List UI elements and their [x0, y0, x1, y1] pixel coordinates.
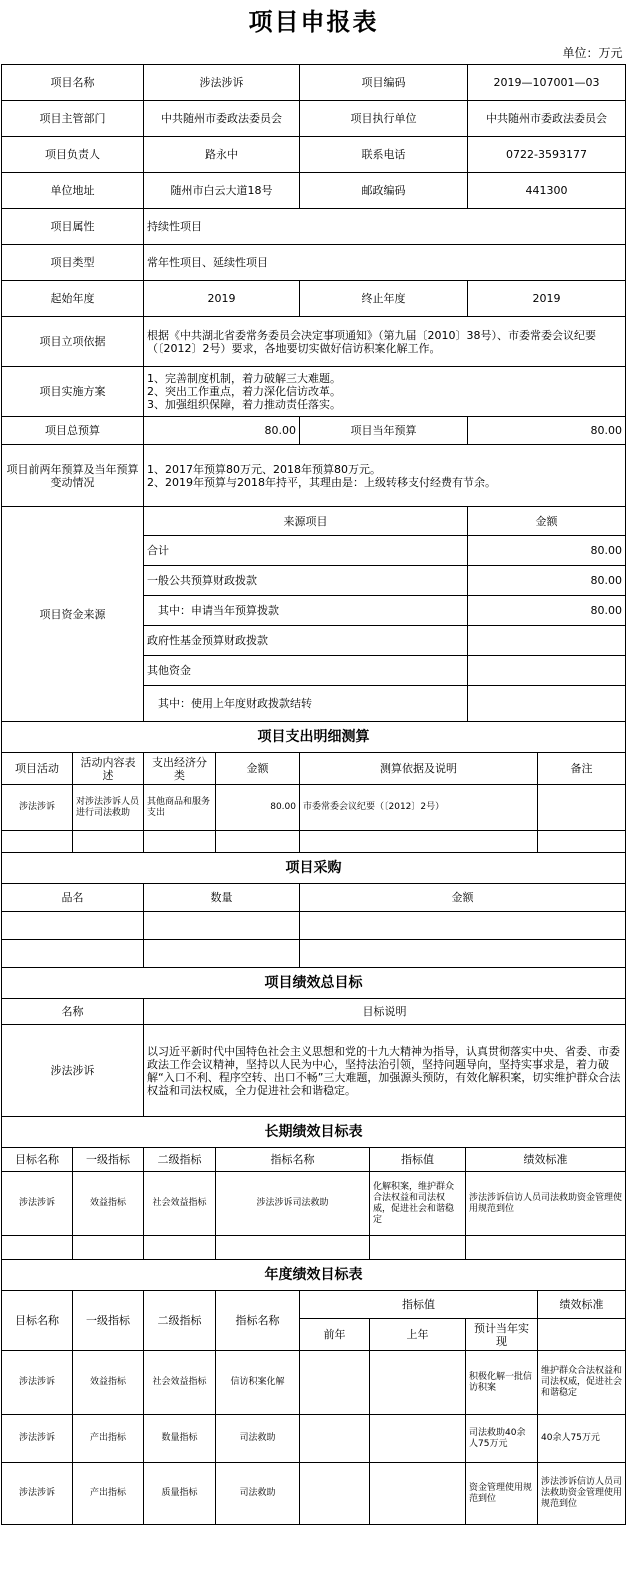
funding-row-name: 合计 [144, 536, 468, 566]
expense-title: 项目支出明细测算 [2, 722, 626, 753]
annual-indicator: 司法救助 [216, 1415, 300, 1463]
annual-h-standard: 绩效标准 [538, 1291, 626, 1319]
annual-standard: 涉法涉诉信访人员司法救助资金管理使用规范到位 [538, 1463, 626, 1525]
expense-amount: 80.00 [216, 785, 300, 831]
expense-basis: 市委常委会议纪要（〔2012〕2号） [300, 785, 538, 831]
expense-h-activity: 项目活动 [2, 753, 73, 785]
label-dept: 项目主管部门 [2, 101, 144, 137]
funding-row-name: 其中：申请当年预算拨款 [144, 596, 468, 626]
annual-indicator: 司法救助 [216, 1463, 300, 1525]
unit-label: 单位：万元 [562, 45, 623, 60]
label-leader: 项目负责人 [2, 137, 144, 173]
expense-h-amount: 金额 [216, 753, 300, 785]
label-funding: 项目资金来源 [2, 507, 144, 722]
page-title: 项目申报表 [248, 6, 379, 36]
annual-target: 涉法涉诉 [2, 1415, 73, 1463]
longterm-h-level1: 一级指标 [73, 1148, 144, 1172]
perf-table [1, 968, 626, 1117]
annual-level2: 社会效益指标 [144, 1351, 216, 1415]
longterm-value: 化解积案，维护群众合法权益和司法权威，促进社会和谐稳定 [370, 1172, 466, 1236]
addr: 随州市白云大道18号 [144, 173, 300, 209]
label-addr: 单位地址 [2, 173, 144, 209]
empty-cell [144, 1236, 216, 1260]
longterm-title: 长期绩效目标表 [2, 1117, 626, 1148]
year-budget: 80.00 [468, 417, 626, 445]
empty-cell [73, 1236, 144, 1260]
annual-prev2 [300, 1351, 370, 1415]
label-phone: 联系电话 [300, 137, 468, 173]
expense-h-note: 备注 [538, 753, 626, 785]
annual-h-level2: 二级指标 [144, 1291, 216, 1351]
empty-cell [466, 1236, 626, 1260]
longterm-level1: 效益指标 [73, 1172, 144, 1236]
annual-level1: 产出指标 [73, 1463, 144, 1525]
expense-note [538, 785, 626, 831]
funding-col-amount: 金额 [468, 507, 626, 536]
annual-level1: 产出指标 [73, 1415, 144, 1463]
purchase-table [1, 853, 626, 968]
perf-desc: 以习近平新时代中国特色社会主义思想和党的十九大精神为指导，认真贯彻落实中央、省委、市委政法工作会议精神，坚持以人民为中心，坚持法治引领，坚持问题导向，坚持实事求是，着力破解“入口不利、程序空转、出口不畅”三大难题，加强源头预防，有效化解积案，切实维护群众合法权益和司法权威，全力促进社会和谐稳定。 [144, 1025, 626, 1117]
annual-current: 司法救助40余人75万元 [466, 1415, 538, 1463]
annual-standard: 40余人75万元 [538, 1415, 626, 1463]
annual-h-indicator: 指标名称 [216, 1291, 300, 1351]
longterm-h-indicator: 指标名称 [216, 1148, 370, 1172]
funding-row-amount: 80.00 [468, 596, 626, 626]
label-total: 项目总预算 [2, 417, 144, 445]
annual-title: 年度绩效目标表 [2, 1260, 626, 1291]
annual-prev2 [300, 1415, 370, 1463]
annual-current: 资金管理使用规范到位 [466, 1463, 538, 1525]
leader: 路永中 [144, 137, 300, 173]
plan-item-1: 1、完善制度机制，着力破解三大难题。 [147, 372, 341, 385]
annual-prev1 [370, 1463, 466, 1525]
longterm-standard: 涉法涉诉信访人员司法救助资金管理使用规范到位 [466, 1172, 626, 1236]
expense-activity: 涉法涉诉 [2, 785, 73, 831]
end-year: 2019 [468, 281, 626, 317]
project-code: 2019—107001—03 [468, 65, 626, 101]
expense-class: 其他商品和服务支出 [144, 785, 216, 831]
project-name: 涉法涉诉 [144, 65, 300, 101]
annual-level1: 效益指标 [73, 1351, 144, 1415]
empty-cell [216, 831, 300, 853]
annual-h-target: 目标名称 [2, 1291, 73, 1351]
dept: 中共随州市委政法委员会 [144, 101, 300, 137]
annual-current: 积极化解一批信访积案 [466, 1351, 538, 1415]
annual-h-level1: 一级指标 [73, 1291, 144, 1351]
perf-title: 项目绩效总目标 [2, 968, 626, 999]
annual-level2: 数量指标 [144, 1415, 216, 1463]
expense-h-basis: 测算依据及说明 [300, 753, 538, 785]
plan-item-3: 3、加强组织保障，着力推动责任落实。 [147, 398, 341, 411]
annual-target: 涉法涉诉 [2, 1351, 73, 1415]
label-type: 项目类型 [2, 245, 144, 281]
longterm-h-value: 指标值 [370, 1148, 466, 1172]
expense-h-class: 支出经济分类 [144, 753, 216, 785]
expense-h-content: 活动内容表述 [73, 753, 144, 785]
start-year: 2019 [144, 281, 300, 317]
label-basis: 项目立项依据 [2, 317, 144, 367]
longterm-indicator: 涉法涉诉司法救助 [216, 1172, 370, 1236]
empty-cell [144, 912, 300, 940]
purchase-title: 项目采购 [2, 853, 626, 884]
annual-indicator: 信访积案化解 [216, 1351, 300, 1415]
change-item-1: 1、2017年预算80万元、2018年预算80万元。 [147, 462, 381, 476]
phone: 0722-3593177 [468, 137, 626, 173]
label-change: 项目前两年预算及当年预算变动情况 [2, 445, 144, 507]
change [144, 445, 626, 507]
label-project-code: 项目编码 [300, 65, 468, 101]
empty-cell [538, 1319, 626, 1351]
annual-standard: 维护群众合法权益和司法权威，促进社会和谐稳定 [538, 1351, 626, 1415]
purchase-h-name: 品名 [2, 884, 144, 912]
label-attr: 项目属性 [2, 209, 144, 245]
funding-row-name: 政府性基金预算财政拨款 [144, 626, 468, 656]
empty-cell [216, 1236, 370, 1260]
empty-cell [370, 1236, 466, 1260]
annual-target: 涉法涉诉 [2, 1463, 73, 1525]
exec: 中共随州市委政法委员会 [468, 101, 626, 137]
longterm-h-level2: 二级指标 [144, 1148, 216, 1172]
perf-name: 涉法涉诉 [2, 1025, 144, 1117]
longterm-target: 涉法涉诉 [2, 1172, 73, 1236]
attr: 持续性项目 [144, 209, 626, 245]
annual-h-prev1: 上年 [370, 1319, 466, 1351]
empty-cell [73, 831, 144, 853]
empty-cell [144, 831, 216, 853]
zip: 441300 [468, 173, 626, 209]
longterm-level2: 社会效益指标 [144, 1172, 216, 1236]
empty-cell [144, 940, 300, 968]
empty-cell [538, 831, 626, 853]
annual-level2: 质量指标 [144, 1463, 216, 1525]
label-start: 起始年度 [2, 281, 144, 317]
expense-content: 对涉法涉诉人员进行司法救助 [73, 785, 144, 831]
annual-prev2 [300, 1463, 370, 1525]
empty-cell [2, 940, 144, 968]
annual-prev1 [370, 1351, 466, 1415]
annual-table [1, 1260, 626, 1525]
change-item-2: 2、2019年预算与2018年持平，其理由是：上级转移支付经费有节余。 [147, 475, 496, 489]
empty-cell [300, 940, 626, 968]
annual-h-current: 预计当年实现 [466, 1319, 538, 1351]
longterm-h-standard: 绩效标准 [466, 1148, 626, 1172]
empty-cell [2, 831, 73, 853]
empty-cell [300, 912, 626, 940]
purchase-h-qty: 数量 [144, 884, 300, 912]
basis: 根据《中共湖北省委常务委员会决定事项通知》（第九届〔2010〕38号）、市委常委会议纪要（〔2012〕2号）要求，各地要切实做好信访积案化解工作。 [144, 317, 626, 367]
label-year-budget: 项目当年预算 [300, 417, 468, 445]
funding-row-amount [468, 626, 626, 656]
label-end: 终止年度 [300, 281, 468, 317]
funding-row-amount: 80.00 [468, 566, 626, 596]
longterm-h-target: 目标名称 [2, 1148, 73, 1172]
plan-item-2: 2、突出工作重点，着力深化信访改革。 [147, 385, 341, 398]
funding-row-amount [468, 656, 626, 686]
funding-row-amount [468, 686, 626, 722]
type: 常年性项目、延续性项目 [144, 245, 626, 281]
empty-cell [2, 1236, 73, 1260]
longterm-table [1, 1117, 626, 1260]
label-plan: 项目实施方案 [2, 367, 144, 417]
funding-col-source: 来源项目 [144, 507, 468, 536]
funding-row-name: 其中：使用上年度财政拨款结转 [144, 686, 468, 722]
annual-h-value: 指标值 [300, 1291, 538, 1319]
purchase-h-amount: 金额 [300, 884, 626, 912]
funding-row-name: 其他资金 [144, 656, 468, 686]
perf-h-name: 名称 [2, 999, 144, 1025]
funding-row-amount: 80.00 [468, 536, 626, 566]
annual-prev1 [370, 1415, 466, 1463]
funding-row-name: 一般公共预算财政拨款 [144, 566, 468, 596]
annual-h-prev2: 前年 [300, 1319, 370, 1351]
perf-h-desc: 目标说明 [144, 999, 626, 1025]
label-zip: 邮政编码 [300, 173, 468, 209]
empty-cell [2, 912, 144, 940]
expense-table [1, 722, 626, 853]
empty-cell [300, 831, 538, 853]
plan [144, 367, 626, 417]
label-project-name: 项目名称 [2, 65, 144, 101]
label-exec: 项目执行单位 [300, 101, 468, 137]
main-table [1, 0, 626, 722]
total-budget: 80.00 [144, 417, 300, 445]
